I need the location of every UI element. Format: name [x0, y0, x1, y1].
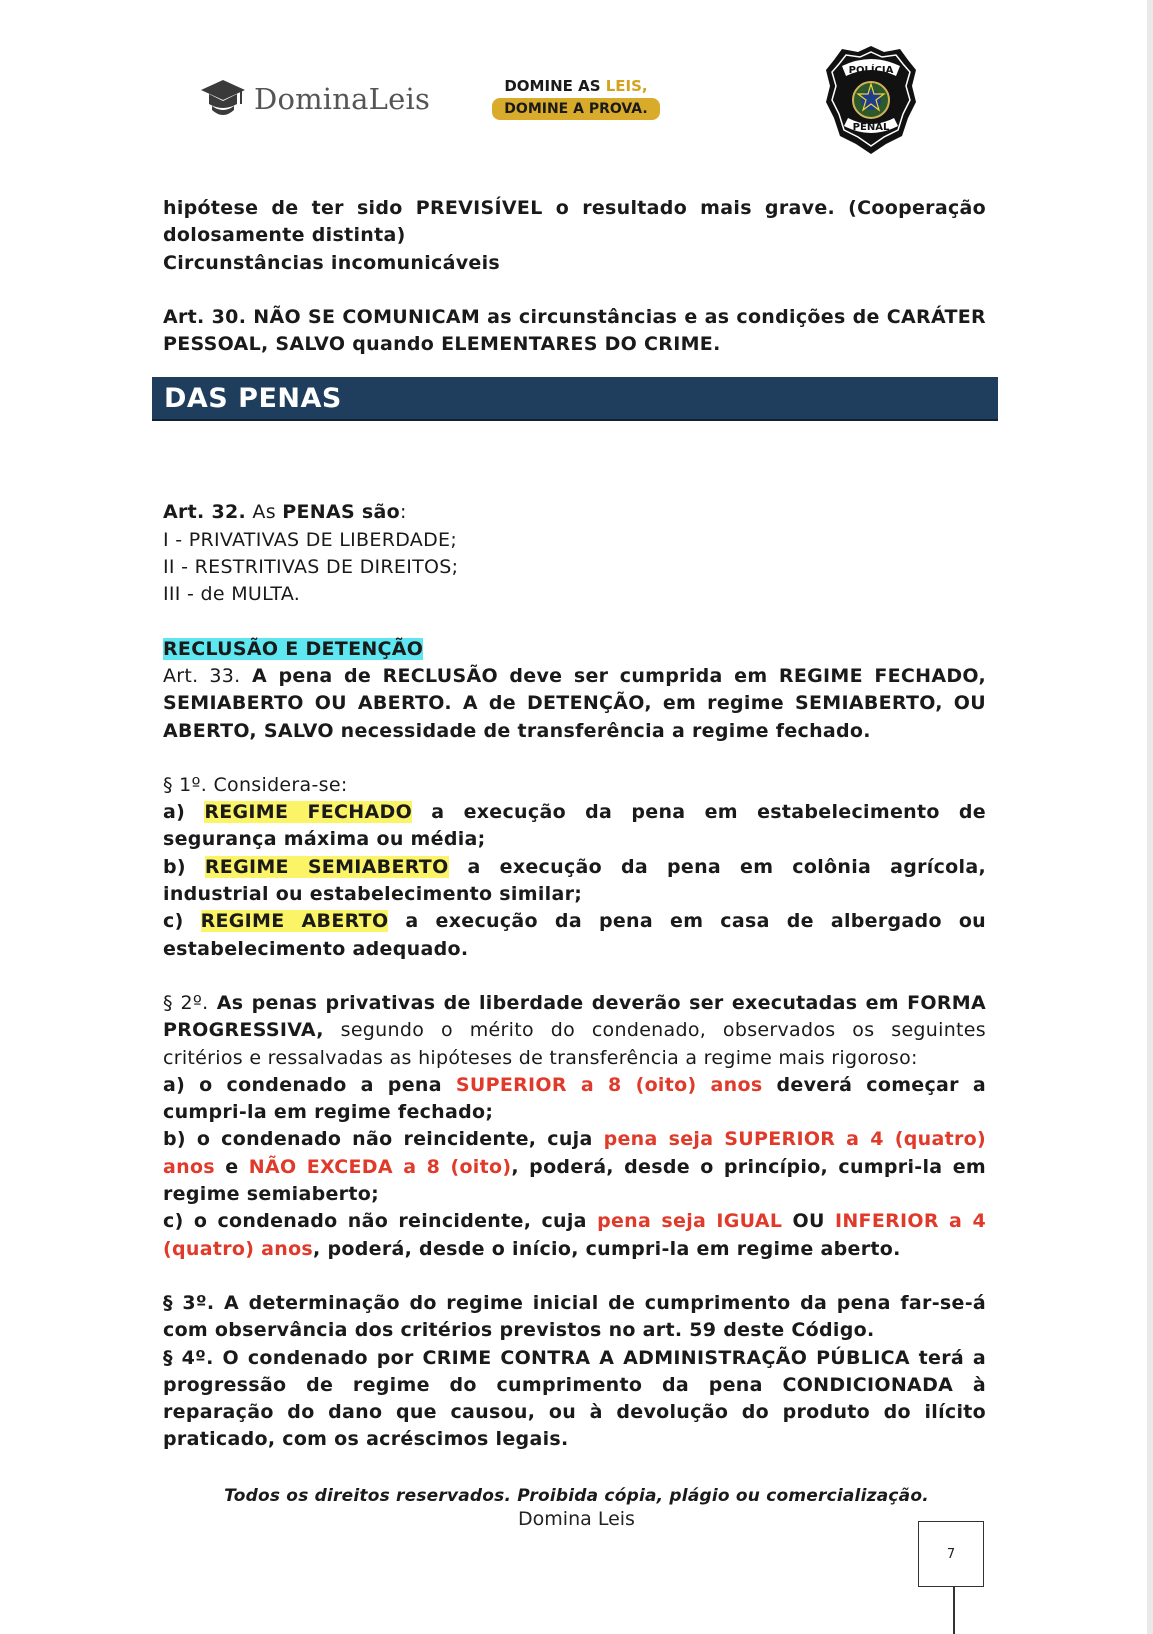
par2-intro: § 2º. As penas privativas de liberdade deverão ser executadas em FORMA PROGRESSIVA, segundo o mérito do condenado, observados os seguintes critérios e ressalvadas as hipóteses de transferência a regime mais rigoroso: [163, 991, 986, 1069]
dominaleis-logo [200, 78, 430, 120]
brand-name: DominaLeis [254, 82, 431, 116]
footer-brand: Domina Leis [518, 1508, 635, 1530]
policia-penal-badge [822, 44, 920, 156]
graduation-cap-icon [200, 78, 246, 120]
par1-label: § 1º. Considera-se: [163, 773, 348, 796]
svg-text:PENAL: PENAL [852, 122, 890, 133]
intro-subheading: Circunstâncias incomunicáveis [163, 251, 500, 274]
art32-item: III - de MULTA. [163, 583, 301, 606]
art32-paragraph: Art. 32. As PENAS são: [163, 501, 407, 524]
slogan-line1: DOMINE AS LEIS, [504, 77, 648, 95]
page-header [0, 0, 1153, 170]
reclusao-heading: RECLUSÃO E DETENÇÃO [163, 637, 424, 660]
page-number: 7 [918, 1521, 984, 1587]
art30-paragraph: Art. 30. NÃO SE COMUNICAM as circunstâncias e as condições de CARÁTER PESSOAL, SALVO quando ELEMENTARES DO CRIME. [163, 305, 986, 356]
slogan-line2: DOMINE A PROVA. [492, 98, 659, 120]
page-edge [1147, 0, 1153, 1634]
par1-item-c: c) REGIME ABERTO a execução da pena em casa de albergado ou estabelecimento adequado. [163, 910, 986, 960]
par2-item-b: b) o condenado não reincidente, cuja pena seja SUPERIOR a 4 (quatro) anos e NÃO EXCEDA a 8 (oito), poderá, desde o princípio, cumpri-la em regime semiaberto; [163, 1128, 986, 1206]
slogan [488, 77, 664, 120]
par1-item-b: b) REGIME SEMIABERTO a execução da pena em colônia agrícola, industrial ou estabelecimento similar; [163, 855, 986, 906]
art32-item: I - PRIVATIVAS DE LIBERDADE; [163, 528, 458, 551]
page-number-line [953, 1587, 955, 1634]
rights-notice: Todos os direitos reservados. Proibida cópia, plágio ou comercialização. [224, 1486, 929, 1506]
par2-item-c: c) o condenado não reincidente, cuja pena seja IGUAL OU INFERIOR a 4 (quatro) anos, poderá, desde o início, cumpri-la em regime aberto. [163, 1210, 986, 1260]
par3-paragraph: § 3º. A determinação do regime inicial de cumprimento da pena far-se-á com observância dos critérios previstos no art. 59 deste Código. [163, 1291, 986, 1342]
intro-paragraph: hipótese de ter sido PREVISÍVEL o resultado mais grave. (Cooperação dolosamente distinta) [163, 197, 986, 247]
svg-text:POLÍCIA: POLÍCIA [848, 65, 894, 76]
par1-item-a: a) REGIME FECHADO a execução da pena em estabelecimento de segurança máxima ou média; [163, 801, 986, 851]
section-title-bar: DAS PENAS [152, 377, 998, 421]
art32-item: II - RESTRITIVAS DE DIREITOS; [163, 556, 459, 579]
par4-paragraph: § 4º. O condenado por CRIME CONTRA A ADMINISTRAÇÃO PÚBLICA terá a progressão de regime do cumprimento da pena CONDICIONADA à reparação do dano que causou, ou à devolução do produto do ilícito praticado, com os acréscimos legais. [163, 1346, 986, 1451]
art33-paragraph: Art. 33. A pena de RECLUSÃO deve ser cumprida em REGIME FECHADO, SEMIABERTO OU ABERTO. A de DETENÇÃO, em regime SEMIABERTO, OU ABERTO, SALVO necessidade de transferência a regime fechado. [163, 664, 986, 742]
par2-item-a: a) o condenado a pena SUPERIOR a 8 (oito) anos deverá começar a cumpri-la em regime fechado; [163, 1073, 987, 1124]
